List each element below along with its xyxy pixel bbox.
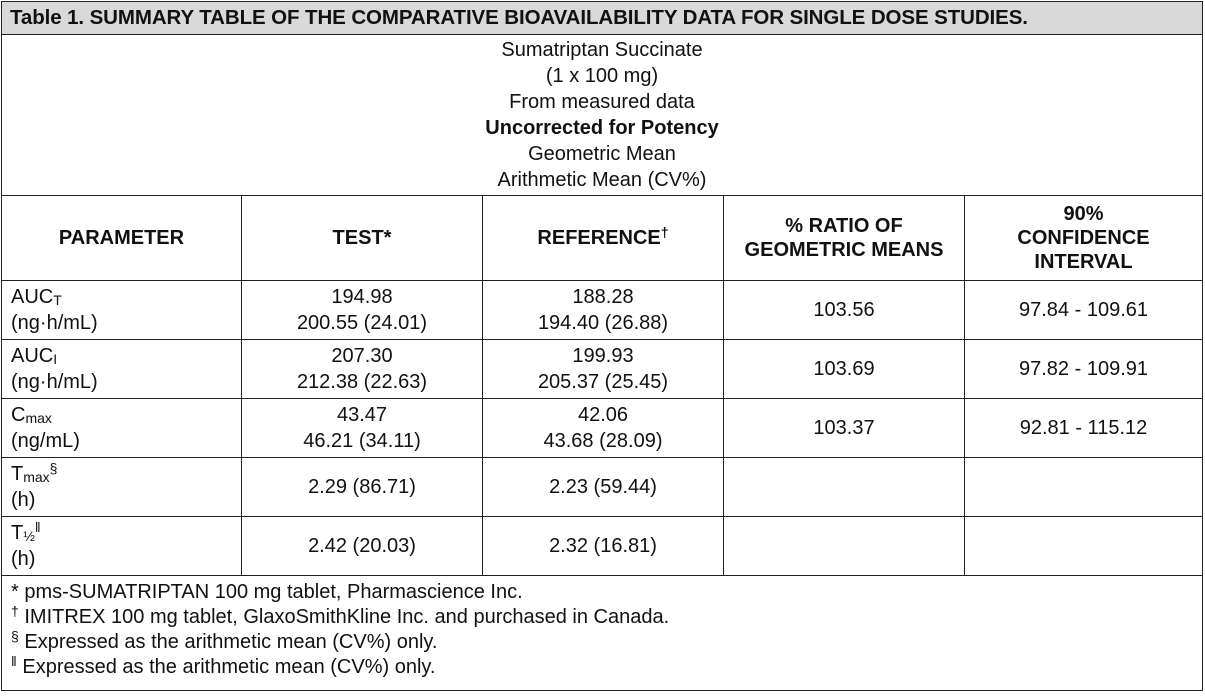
footnote-mark: † [11, 603, 19, 619]
footnotes [2, 576, 1203, 691]
parameter-name [11, 402, 241, 428]
bioavailability-table [1, 1, 1203, 691]
ci-cell: 97.82 - 109.91 [965, 340, 1203, 399]
potency-note: Uncorrected for Potency [485, 117, 719, 139]
footnote-text: IMITREX 100 mg tablet, GlaxoSmithKline Inc. and purchased in Canada. [18, 606, 670, 628]
test-geometric-mean: 43.47 [336, 404, 388, 426]
footnote [11, 605, 1202, 630]
arithmetic-mean-label: Arithmetic Mean (CV%) [497, 169, 707, 191]
test-geometric-mean: 207.30 [331, 345, 393, 367]
header-ci-line3: INTERVAL [1034, 251, 1133, 273]
ratio-cell: 103.69 [724, 340, 965, 399]
parameter-cell [2, 458, 242, 517]
parameter-subscript: max [23, 469, 50, 485]
header-reference [483, 196, 724, 281]
parameter-symbol: T [11, 463, 24, 485]
drug-name: Sumatriptan Succinate [501, 39, 703, 61]
data-source: From measured data [509, 91, 695, 113]
parameter-subscript: max [25, 410, 52, 426]
parameter-subscript: ½ [23, 528, 35, 544]
ci-cell [965, 458, 1203, 517]
parameter-unit: (ng/mL) [11, 430, 80, 452]
table-title: Table 1. SUMMARY TABLE OF THE COMPARATIVE BIOAVAILABILITY DATA FOR SINGLE DOSE STUDIES. [2, 2, 1203, 35]
header-ratio [724, 196, 965, 281]
reference-arithmetic-mean: 194.40 (26.88) [537, 312, 669, 334]
parameter-symbol: AUC [11, 286, 54, 308]
footnote-text: Expressed as the arithmetic mean (CV%) only. [16, 656, 436, 678]
header-reference-text: REFERENCE [537, 227, 661, 249]
parameter-symbol: C [11, 404, 26, 426]
test-arithmetic-mean: 46.21 (34.11) [303, 430, 421, 452]
parameter-unit: (h) [11, 489, 36, 511]
ratio-cell [724, 517, 965, 576]
header-ci-line2: CONFIDENCE [1017, 227, 1150, 249]
ci-cell: 97.84 - 109.61 [965, 281, 1203, 340]
header-ratio-line1: % RATIO OF [785, 215, 903, 237]
parameter-symbol: AUC [11, 345, 54, 367]
reference-geometric-mean: 188.28 [572, 286, 634, 308]
test-arithmetic-mean: 2.29 (86.71) [308, 476, 416, 498]
geometric-mean-label: Geometric Mean [528, 143, 676, 165]
header-parameter: PARAMETER [2, 196, 242, 281]
parameter-subscript: I [53, 351, 58, 367]
header-ci-line1: 90% [1063, 203, 1104, 225]
parameter-unit: (ng·h/mL) [11, 312, 98, 334]
reference-arithmetic-mean: 205.37 (25.45) [537, 371, 669, 393]
footnote-text: pms-SUMATRIPTAN 100 mg tablet, Pharmascience Inc. [18, 581, 523, 603]
parameter-name [11, 284, 241, 310]
parameter-symbol: T [11, 522, 24, 544]
reference-geometric-mean: 42.06 [577, 404, 629, 426]
ci-cell [965, 517, 1203, 576]
reference-cell [483, 517, 724, 576]
ci-cell: 92.81 - 115.12 [965, 399, 1203, 458]
header-ci [965, 196, 1203, 281]
test-cell [242, 340, 483, 399]
dose: (1 x 100 mg) [545, 65, 659, 87]
footnote [11, 655, 1202, 680]
reference-cell [483, 399, 724, 458]
parameter-mark: § [49, 460, 58, 476]
ratio-cell: 103.37 [724, 399, 965, 458]
reference-arithmetic-mean: 2.23 (59.44) [549, 476, 657, 498]
parameter-name [11, 343, 241, 369]
test-arithmetic-mean: 2.42 (20.03) [308, 535, 416, 557]
footnote-text: Expressed as the arithmetic mean (CV%) only. [18, 631, 438, 653]
ratio-cell [724, 458, 965, 517]
footnote-mark: * [11, 581, 19, 603]
footnote-mark: ‖ [11, 653, 17, 669]
footnote [11, 580, 1202, 605]
parameter-cell [2, 399, 242, 458]
ratio-cell: 103.56 [724, 281, 965, 340]
parameter-cell [2, 340, 242, 399]
test-cell [242, 399, 483, 458]
test-cell [242, 517, 483, 576]
table-description [2, 35, 1203, 196]
test-cell [242, 281, 483, 340]
table-row [2, 517, 1203, 576]
header-test: TEST* [242, 196, 483, 281]
dagger-mark: † [660, 224, 669, 240]
reference-arithmetic-mean: 2.32 (16.81) [549, 535, 657, 557]
reference-cell [483, 281, 724, 340]
table-row [2, 399, 1203, 458]
table-row [2, 458, 1203, 517]
parameter-unit: (ng·h/mL) [11, 371, 98, 393]
reference-cell [483, 458, 724, 517]
table-row [2, 281, 1203, 340]
reference-arithmetic-mean: 43.68 (28.09) [543, 430, 663, 452]
parameter-unit: (h) [11, 548, 36, 570]
footnote [11, 630, 1202, 655]
reference-geometric-mean: 199.93 [572, 345, 634, 367]
test-geometric-mean: 194.98 [331, 286, 393, 308]
parameter-subscript: T [53, 292, 62, 308]
parameter-name [11, 461, 241, 487]
test-arithmetic-mean: 212.38 (22.63) [296, 371, 428, 393]
parameter-mark: ‖ [34, 519, 41, 535]
parameter-cell [2, 517, 242, 576]
footnote-mark: § [11, 628, 19, 644]
test-arithmetic-mean: 200.55 (24.01) [296, 312, 428, 334]
parameter-cell [2, 281, 242, 340]
header-ratio-line2: GEOMETRIC MEANS [744, 239, 944, 261]
reference-cell [483, 340, 724, 399]
test-cell [242, 458, 483, 517]
table-row [2, 340, 1203, 399]
parameter-name [11, 520, 241, 546]
header-row [2, 196, 1203, 281]
